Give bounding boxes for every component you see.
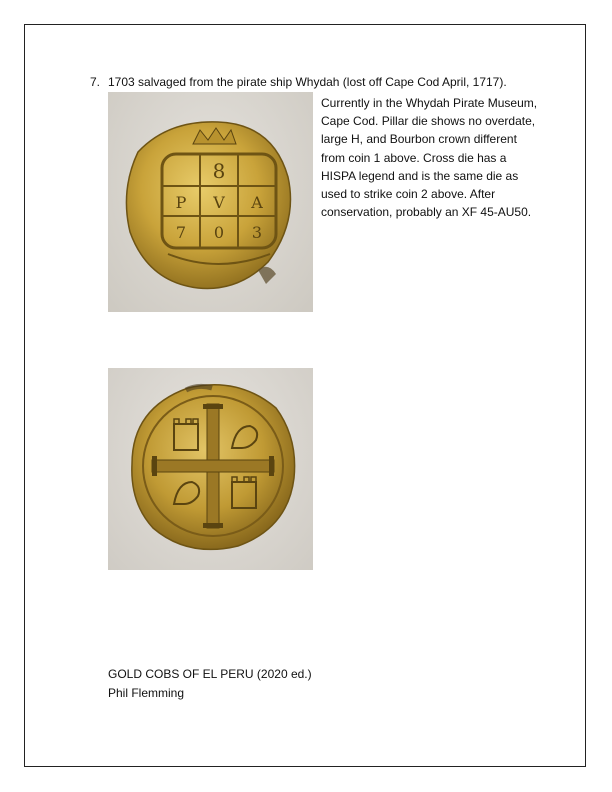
- svg-text:8: 8: [212, 159, 226, 183]
- item-heading: [90, 74, 507, 90]
- svg-text:0: 0: [213, 223, 225, 242]
- coin-photo-obverse: [108, 92, 313, 312]
- svg-text:A: A: [251, 193, 263, 212]
- coin-description: Currently in the Whydah Pirate Museum, Cape Cod. Pillar die shows no overdate, large H, and Bourbon crown different from coin 1 above. Cross die has a HISPA legend and is the same die as used to strike coin 2 above. After conservation, probably an XF 45-AU50.: [321, 96, 538, 220]
- book-title: GOLD COBS OF EL PERU (2020 ed.): [108, 667, 312, 681]
- svg-text:V: V: [213, 193, 225, 212]
- svg-text:3: 3: [251, 223, 263, 242]
- gold-coin-pillar-side-photo: [108, 92, 313, 312]
- svg-text:7: 7: [175, 223, 187, 242]
- gold-coin-cross-side-photo: [108, 368, 313, 570]
- coin-photo-reverse: [108, 368, 313, 570]
- svg-text:P: P: [175, 193, 187, 212]
- item-heading-text: 1703 salvaged from the pirate ship Whydah (lost off Cape Cod April, 1717).: [108, 75, 507, 89]
- author-name: Phil Flemming: [108, 686, 185, 700]
- item-number: 7.: [90, 75, 101, 89]
